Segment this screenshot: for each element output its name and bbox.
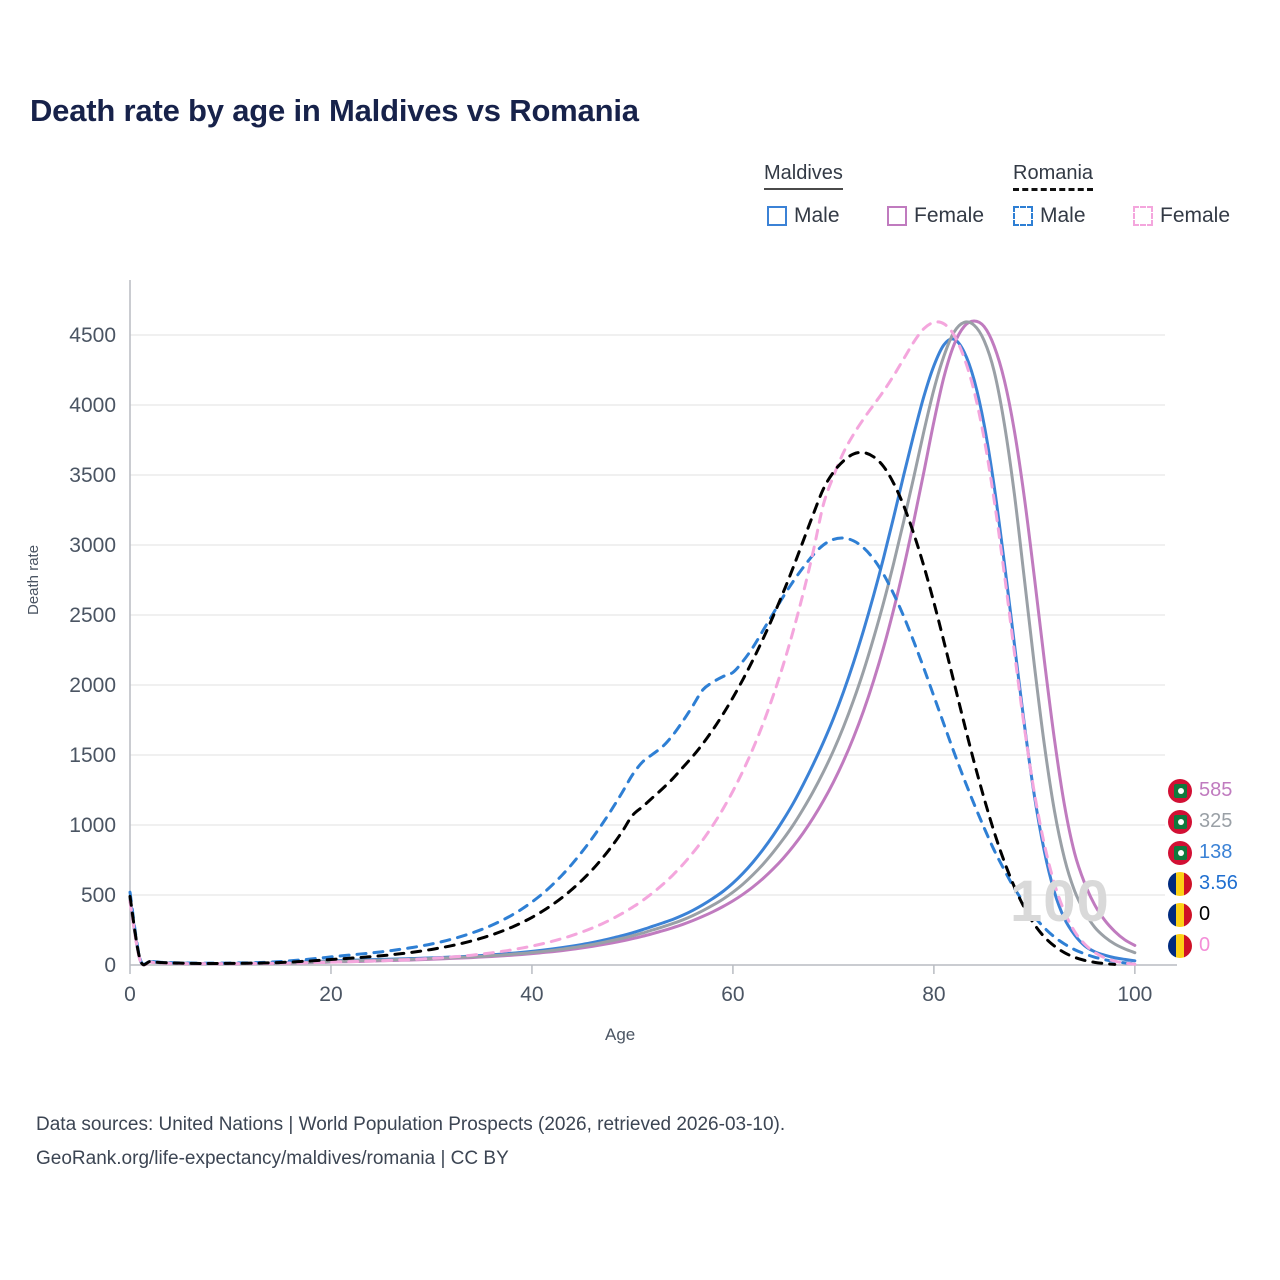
y-tick-label: 500 xyxy=(80,884,116,907)
end-label xyxy=(1168,930,1280,961)
y-tick-label: 3500 xyxy=(69,464,116,487)
y-tick-label: 1000 xyxy=(69,814,116,837)
watermark: 100 xyxy=(1010,869,1110,934)
romania-flag-icon xyxy=(1168,934,1192,958)
maldives-flag-icon xyxy=(1168,841,1192,865)
end-label xyxy=(1168,775,1280,806)
y-axis-title: Death rate xyxy=(25,544,42,615)
end-label-value: 0 xyxy=(1199,903,1211,925)
y-tick-label: 4500 xyxy=(69,324,116,347)
x-tick-label: 40 xyxy=(520,983,544,1006)
maldives-flag-icon xyxy=(1168,810,1192,834)
end-label xyxy=(1168,806,1280,837)
footer xyxy=(36,1108,785,1176)
x-tick-label: 80 xyxy=(922,983,946,1006)
legend-item-label: Male xyxy=(794,204,840,227)
end-label-value: 3.56 xyxy=(1199,872,1238,894)
x-tick-label: 0 xyxy=(124,983,136,1006)
end-label-value: 138 xyxy=(1199,841,1233,863)
end-label xyxy=(1168,837,1280,868)
end-label-value: 325 xyxy=(1199,810,1233,832)
end-label-value: 0 xyxy=(1199,934,1211,956)
y-tick-label: 0 xyxy=(104,954,116,977)
series-end-labels xyxy=(1168,775,1280,961)
series-line xyxy=(130,538,1135,964)
y-tick-label: 3000 xyxy=(69,534,116,557)
y-tick-label: 2500 xyxy=(69,604,116,627)
end-label xyxy=(1168,868,1280,899)
romania-flag-icon xyxy=(1168,903,1192,927)
x-axis-title: Age xyxy=(605,1025,636,1044)
x-tick-label: 100 xyxy=(1117,983,1153,1006)
footer-line-sources: Data sources: United Nations | World Population Prospects (2026, retrieved 2026-03-10). xyxy=(36,1114,786,1135)
legend-group-romania: Romania xyxy=(1013,162,1093,191)
end-label xyxy=(1168,899,1280,930)
maldives-flag-icon xyxy=(1168,779,1192,803)
legend-item-label: Female xyxy=(1160,204,1231,227)
end-label-value: 585 xyxy=(1199,779,1233,801)
series-line xyxy=(130,452,1115,964)
legend-group-maldives: Maldives xyxy=(764,162,843,190)
romania-flag-icon xyxy=(1168,872,1192,896)
legend-item-label: Male xyxy=(1040,204,1086,227)
x-tick-label: 20 xyxy=(319,983,343,1006)
legend-item-label: Female xyxy=(914,204,985,227)
y-tick-label: 4000 xyxy=(69,394,116,417)
y-tick-label: 1500 xyxy=(69,744,116,767)
y-tick-label: 2000 xyxy=(69,674,116,697)
x-tick-label: 60 xyxy=(721,983,745,1006)
page-title: Death rate by age in Maldives vs Romania xyxy=(30,93,639,128)
footer-line-url: GeoRank.org/life-expectancy/maldives/romania | CC BY xyxy=(36,1148,509,1169)
